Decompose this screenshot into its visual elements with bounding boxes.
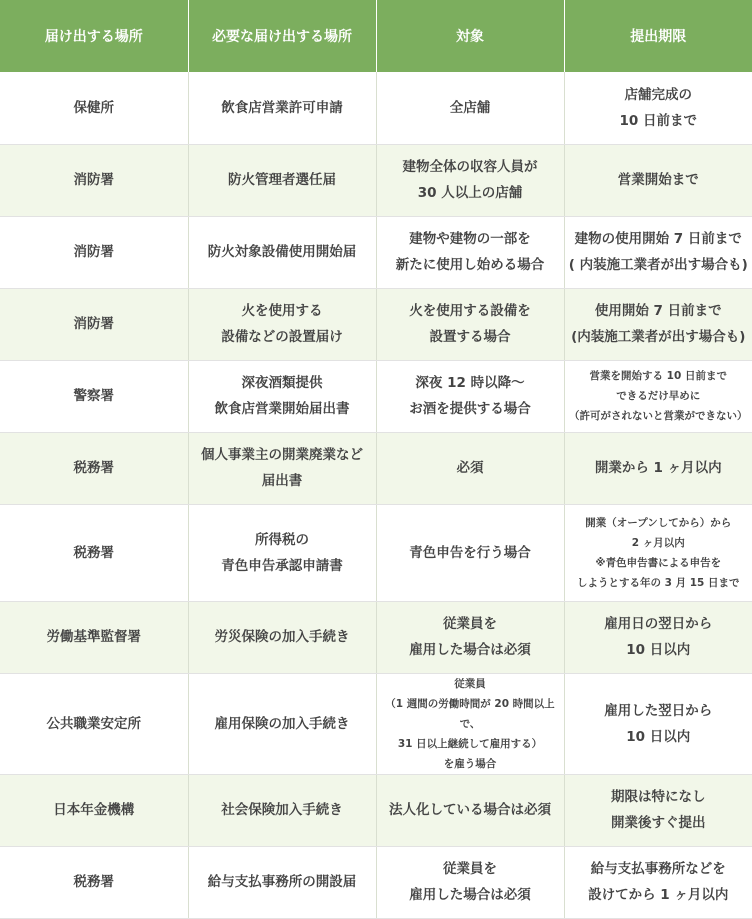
table-row xyxy=(0,601,752,673)
cell-office: 公共職業安定所 xyxy=(0,673,188,774)
cell-deadline: 営業を開始する 10 日前まで できるだけ早めに （許可がされないと営業ができない） xyxy=(564,360,752,432)
cell-deadline: 店舗完成の 10 日前まで xyxy=(564,72,752,144)
cell-filing: 給与支払事務所の開設届 xyxy=(188,846,376,918)
cell-target: 火を使用する設備を 設置する場合 xyxy=(376,288,564,360)
cell-deadline: 使用開始 7 日前まで (内装施工業者が出す場合も) xyxy=(564,288,752,360)
table-row xyxy=(0,432,752,504)
cell-filing: 防火管理者選任届 xyxy=(188,144,376,216)
header-required-filing: 必要な届け出する場所 xyxy=(188,0,376,72)
cell-deadline: 給与支払事務所などを 設けてから 1 ヶ月以内 xyxy=(564,846,752,918)
cell-office: 税務署 xyxy=(0,504,188,601)
cell-target: 青色申告を行う場合 xyxy=(376,504,564,601)
cell-target: 従業員を 雇用した場合は必須 xyxy=(376,601,564,673)
cell-office: 消防署 xyxy=(0,288,188,360)
cell-target: 必須 xyxy=(376,432,564,504)
cell-office: 労働基準監督署 xyxy=(0,601,188,673)
cell-office: 警察署 xyxy=(0,360,188,432)
cell-deadline: 開業から 1 ヶ月以内 xyxy=(564,432,752,504)
cell-deadline: 開業（オープンしてから）から 2 ヶ月以内 ※青色申告書による申告を しようとする年の 3 月 15 日まで xyxy=(564,504,752,601)
header-target: 対象 xyxy=(376,0,564,72)
cell-filing: 所得税の 青色申告承認申請書 xyxy=(188,504,376,601)
cell-deadline: 期限は特になし 開業後すぐ提出 xyxy=(564,774,752,846)
table-row xyxy=(0,673,752,774)
cell-target: 建物や建物の一部を 新たに使用し始める場合 xyxy=(376,216,564,288)
cell-filing: 防火対象設備使用開始届 xyxy=(188,216,376,288)
cell-deadline: 雇用した翌日から 10 日以内 xyxy=(564,673,752,774)
cell-deadline: 営業開始まで xyxy=(564,144,752,216)
cell-office: 日本年金機構 xyxy=(0,774,188,846)
cell-filing: 労災保険の加入手続き xyxy=(188,601,376,673)
cell-target: 法人化している場合は必須 xyxy=(376,774,564,846)
cell-deadline: 雇用日の翌日から 10 日以内 xyxy=(564,601,752,673)
cell-deadline: 建物の使用開始 7 日前まで ( 内装施工業者が出す場合も) xyxy=(564,216,752,288)
header-row xyxy=(0,0,752,72)
cell-target: 従業員 （1 週間の労働時間が 20 時間以上で、 31 日以上継続して雇用する） を雇う場合 xyxy=(376,673,564,774)
table-row xyxy=(0,288,752,360)
table-row xyxy=(0,774,752,846)
cell-office: 消防署 xyxy=(0,144,188,216)
cell-filing: 雇用保険の加入手続き xyxy=(188,673,376,774)
cell-filing: 深夜酒類提供 飲食店営業開始届出書 xyxy=(188,360,376,432)
cell-target: 従業員を 雇用した場合は必須 xyxy=(376,846,564,918)
cell-filing: 社会保険加入手続き xyxy=(188,774,376,846)
table-row xyxy=(0,846,752,918)
cell-target: 建物全体の収容人員が 30 人以上の店舗 xyxy=(376,144,564,216)
header-deadline: 提出期限 xyxy=(564,0,752,72)
table-row xyxy=(0,144,752,216)
table-row xyxy=(0,504,752,601)
cell-office: 消防署 xyxy=(0,216,188,288)
cell-filing: 飲食店営業許可申請 xyxy=(188,72,376,144)
cell-filing: 個人事業主の開業廃業など 届出書 xyxy=(188,432,376,504)
header-office: 届け出する場所 xyxy=(0,0,188,72)
cell-office: 税務署 xyxy=(0,846,188,918)
cell-filing: 火を使用する 設備などの設置届け xyxy=(188,288,376,360)
table-row xyxy=(0,360,752,432)
cell-target: 全店舗 xyxy=(376,72,564,144)
table-row xyxy=(0,216,752,288)
cell-target: 深夜 12 時以降～ お酒を提供する場合 xyxy=(376,360,564,432)
table-row xyxy=(0,72,752,144)
cell-office: 保健所 xyxy=(0,72,188,144)
cell-office: 税務署 xyxy=(0,432,188,504)
